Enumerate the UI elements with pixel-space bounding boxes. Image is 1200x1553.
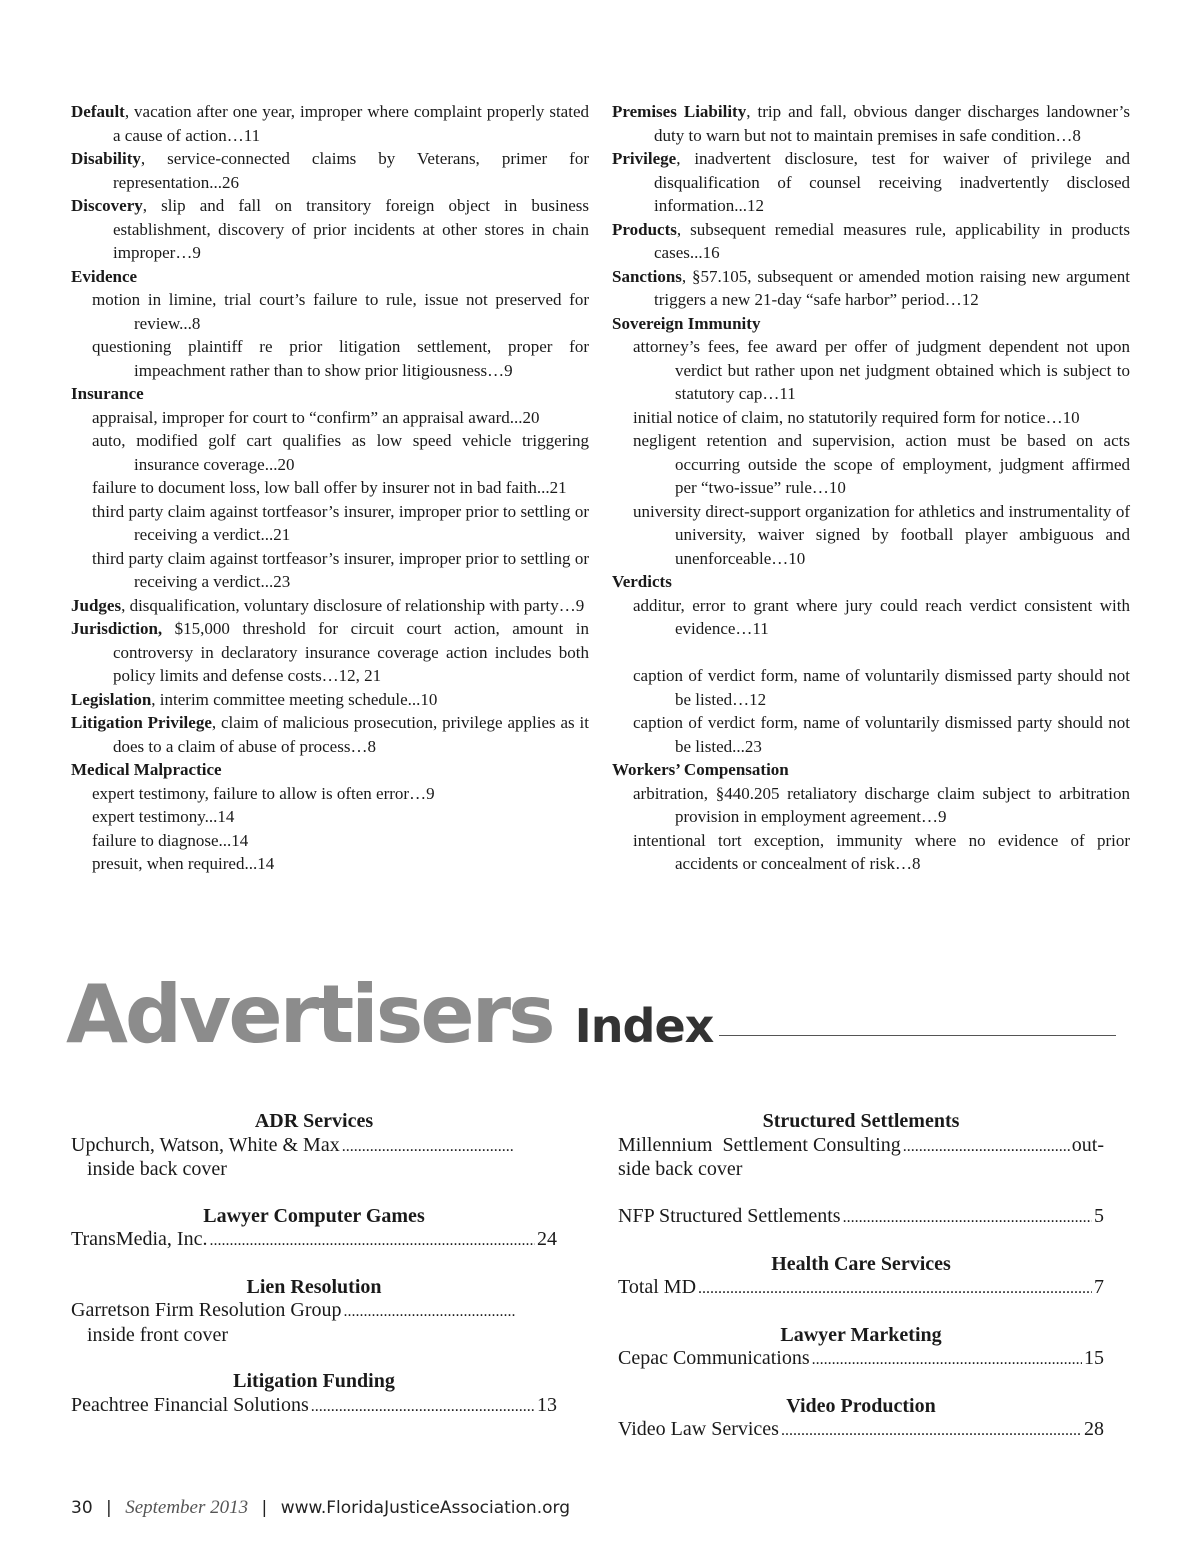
index-term: Products <box>612 219 677 239</box>
index-text: arbitration, §440.205 retaliatory discharge claim subject to arbitration provision in employment agreement…9 <box>633 783 1130 826</box>
index-subentry <box>612 782 1130 829</box>
index-term: Litigation Privilege <box>71 713 212 732</box>
index-text: third party claim against tortfeasor’s insurer, improper prior to settling or receiving a verdict...23 <box>92 548 589 591</box>
advertiser-entry <box>618 1347 1104 1372</box>
index-text: failure to document loss, low ball offer by insurer not in bad faith...21 <box>92 478 567 497</box>
advertiser-entry <box>71 1228 557 1253</box>
dot-leader <box>781 1418 1082 1443</box>
advertiser-category <box>71 1370 557 1418</box>
advertiser-name: Upchurch, Watson, White & Max <box>71 1133 340 1156</box>
category-title: Health Care Services <box>771 1252 951 1275</box>
advertiser-name: Garretson Firm Resolution Group <box>71 1299 342 1321</box>
index-entry <box>71 711 589 758</box>
advertiser-entry <box>71 1134 557 1182</box>
index-column-left <box>71 100 589 876</box>
index-text: , trip and fall, obvious danger discharges landowner’s duty to warn but not to maintain premises in safe condition…8 <box>654 102 1130 145</box>
index-subentry <box>71 288 589 335</box>
index-subentry <box>71 476 589 500</box>
index-entry <box>71 194 589 265</box>
advertiser-category <box>618 1110 1104 1230</box>
index-entry <box>71 617 589 688</box>
advertiser-entry <box>71 1299 557 1347</box>
index-text: , disqualification, voluntary disclosure of relationship with party…9 <box>121 595 585 615</box>
index-subentry <box>612 711 1130 758</box>
index-subentry <box>71 782 589 806</box>
index-subentry <box>71 500 589 547</box>
index-text: , §57.105, subsequent or amended motion raising new argument triggers a new 21-day “safe harbor” period…12 <box>654 266 1130 309</box>
index-text: motion in limine, trial court’s failure to rule, issue not preserved for review...8 <box>92 290 589 333</box>
index-text: university direct-support organization for athletics and instrumentality of university, waiver signed by football player ambiguous and unenforceable…10 <box>633 501 1130 568</box>
index-text: attorney’s fees, fee award per offer of judgment dependent not upon verdict but rather upon net judgment obtained which is subject to statutory cap…11 <box>633 337 1130 403</box>
heading-word-advertisers: Advertisers <box>66 968 553 1061</box>
index-text: negligent retention and supervision, action must be based on acts occurring outside the scope of employment, judgment affirmed per “two-issue” rule…10 <box>633 431 1130 497</box>
advertiser-page: 24 <box>537 1228 557 1250</box>
index-term: Discovery <box>71 196 143 215</box>
index-term: Default <box>71 102 125 121</box>
index-subentry <box>612 429 1130 500</box>
advertiser-entry <box>618 1276 1104 1301</box>
index-text: expert testimony, failure to allow is often error…9 <box>92 783 435 803</box>
advertiser-category <box>618 1395 1104 1443</box>
index-term: Judges <box>71 595 122 615</box>
index-text: auto, modified golf cart qualifies as low speed vehicle triggering insurance coverage...20 <box>92 431 589 474</box>
index-text: questioning plaintiff re prior litigation settlement, proper for impeachment rather than to show prior litigiousness…9 <box>92 337 589 380</box>
index-text: expert testimony...14 <box>92 807 235 826</box>
index-term: Jurisdiction, <box>71 619 163 638</box>
index-entry <box>71 147 589 194</box>
advertiser-location: inside front cover <box>87 1323 229 1346</box>
index-subentry <box>612 594 1130 641</box>
category-title: Lawyer Marketing <box>780 1323 942 1346</box>
index-subentry <box>71 829 589 853</box>
index-entry <box>71 594 589 618</box>
index-entry <box>612 312 1130 336</box>
advertiser-name: Video Law Services <box>618 1418 779 1440</box>
advertiser-category <box>71 1205 557 1253</box>
index-subentry <box>71 852 589 876</box>
dot-leader <box>903 1134 1070 1159</box>
footer-separator: | <box>106 1498 112 1518</box>
index-text: $15,000 threshold for circuit court action, amount in controversy in declaratory insurance coverage action includes both policy limits and defense costs…12, 21 <box>113 619 589 685</box>
index-subentry <box>612 406 1130 430</box>
footer-separator: | <box>261 1498 268 1518</box>
dot-leader <box>342 1134 514 1159</box>
index-text: additur, error to grant where jury could reach verdict consistent with evidence…11 <box>633 595 1130 638</box>
index-text: caption of verdict form, name of voluntarily dismissed party should not be listed…12 <box>633 666 1130 709</box>
advertiser-location: side back cover <box>618 1158 743 1180</box>
advertiser-name: Total MD <box>618 1276 697 1298</box>
advertiser-page: 15 <box>1084 1347 1104 1369</box>
index-text: , vacation after one year, improper where complaint properly stated a cause of action…11 <box>113 102 589 145</box>
dot-leader <box>812 1347 1082 1372</box>
index-term: Sovereign Immunity <box>612 313 761 333</box>
advertiser-location: inside back cover <box>87 1158 227 1180</box>
advertiser-name: Peachtree Financial Solutions <box>71 1393 309 1416</box>
index-text: third party claim against tortfeasor’s insurer, improper prior to settling or receiving a verdict...21 <box>92 501 589 544</box>
index-entry <box>612 147 1130 218</box>
index-term: Workers’ Compensation <box>612 760 789 779</box>
advertiser-category <box>71 1276 557 1348</box>
dot-leader <box>843 1205 1092 1230</box>
advertisers-column-right <box>618 1110 1104 1443</box>
advertiser-page: 5 <box>1094 1205 1104 1227</box>
category-title: Lien Resolution <box>246 1275 382 1298</box>
index-text: appraisal, improper for court to “confirm” an appraisal award...20 <box>92 407 540 427</box>
advertiser-entry <box>618 1205 1104 1230</box>
index-text: , interim committee meeting schedule...10 <box>151 689 438 709</box>
index-term: Disability <box>71 149 141 168</box>
index-subentry <box>71 805 589 829</box>
index-term: Sanctions <box>612 266 682 286</box>
index-subentry <box>71 406 589 430</box>
advertiser-page: 7 <box>1094 1276 1104 1298</box>
issue-date: September 2013 <box>125 1497 249 1518</box>
advertiser-page: 28 <box>1084 1418 1104 1440</box>
category-title: Structured Settlements <box>762 1110 960 1132</box>
page-footer <box>71 1497 570 1519</box>
index-text: , subsequent remedial measures rule, applicability in products cases...16 <box>654 219 1130 262</box>
advertisers-column-left <box>71 1110 557 1418</box>
advertiser-name: Cepac Communications <box>618 1347 810 1369</box>
index-entry <box>612 758 1130 782</box>
index-term: Premises Liability <box>612 102 747 121</box>
index-entry <box>71 265 589 289</box>
dot-leader <box>344 1299 516 1324</box>
heading-word-index: Index <box>574 999 714 1053</box>
index-subentry <box>612 829 1130 876</box>
index-term: Insurance <box>71 384 144 403</box>
index-term: Privilege <box>612 149 677 168</box>
advertiser-page: 13 <box>537 1393 557 1416</box>
index-text: presuit, when required...14 <box>92 854 275 873</box>
advertiser-page: out- <box>1071 1133 1104 1156</box>
advertisers-index-heading <box>66 968 1116 1061</box>
index-column-right <box>612 100 1130 876</box>
advertiser-category <box>71 1110 557 1182</box>
dot-leader <box>209 1228 535 1253</box>
advertiser-category <box>618 1253 1104 1301</box>
index-subentry <box>71 335 589 382</box>
index-term: Evidence <box>71 266 138 286</box>
index-subentry <box>612 664 1130 711</box>
index-text: initial notice of claim, no statutorily required form for notice…10 <box>633 407 1080 427</box>
category-title: Video Production <box>786 1394 936 1417</box>
index-text: intentional tort exception, immunity where no evidence of prior accidents or concealment of risk…8 <box>633 830 1130 873</box>
index-text: caption of verdict form, name of voluntarily dismissed party should not be listed...23 <box>633 713 1130 756</box>
index-term: Legislation <box>71 689 152 709</box>
index-text: , service-connected claims by Veterans, primer for representation...26 <box>113 149 589 192</box>
index-term: Medical Malpractice <box>71 760 222 779</box>
category-title: Litigation Funding <box>233 1370 395 1392</box>
index-entry <box>71 688 589 712</box>
dot-leader <box>311 1394 535 1419</box>
index-term: Verdicts <box>612 572 672 591</box>
index-subentry <box>612 500 1130 571</box>
category-title: ADR Services <box>254 1110 374 1132</box>
category-title: Lawyer Computer Games <box>203 1204 425 1227</box>
index-text: failure to diagnose...14 <box>92 830 249 850</box>
index-subentry <box>612 335 1130 406</box>
heading-rule <box>719 1035 1116 1036</box>
index-entry <box>612 100 1130 147</box>
index-entry <box>612 265 1130 312</box>
index-entry <box>71 100 589 147</box>
advertiser-entry <box>71 1394 557 1419</box>
index-entry <box>71 758 589 782</box>
dot-leader <box>698 1276 1092 1301</box>
advertiser-entry <box>618 1134 1104 1182</box>
index-text: , slip and fall on transitory foreign object in business establishment, discovery of prior incidents at other stores in chain improper…9 <box>113 196 589 262</box>
index-subentry <box>71 547 589 594</box>
index-entry <box>612 570 1130 594</box>
website-link[interactable]: www.FloridaJusticeAssociation.org <box>280 1498 570 1518</box>
advertiser-name: TransMedia, Inc. <box>71 1228 208 1250</box>
advertiser-category <box>618 1324 1104 1372</box>
advertiser-name: Millennium Settlement Consulting <box>618 1133 901 1156</box>
advertiser-entry <box>618 1418 1104 1443</box>
index-text: , inadvertent disclosure, test for waiver of privilege and disqualification of counsel receiving inadvertently disclosed information...12 <box>654 149 1130 215</box>
advertiser-name: NFP Structured Settlements <box>618 1205 841 1227</box>
index-entry <box>612 218 1130 265</box>
index-subentry <box>71 429 589 476</box>
page-number: 30 <box>71 1498 93 1518</box>
index-text: , claim of malicious prosecution, privilege applies as it does to a claim of abuse of process…8 <box>113 713 589 756</box>
index-entry <box>71 382 589 406</box>
